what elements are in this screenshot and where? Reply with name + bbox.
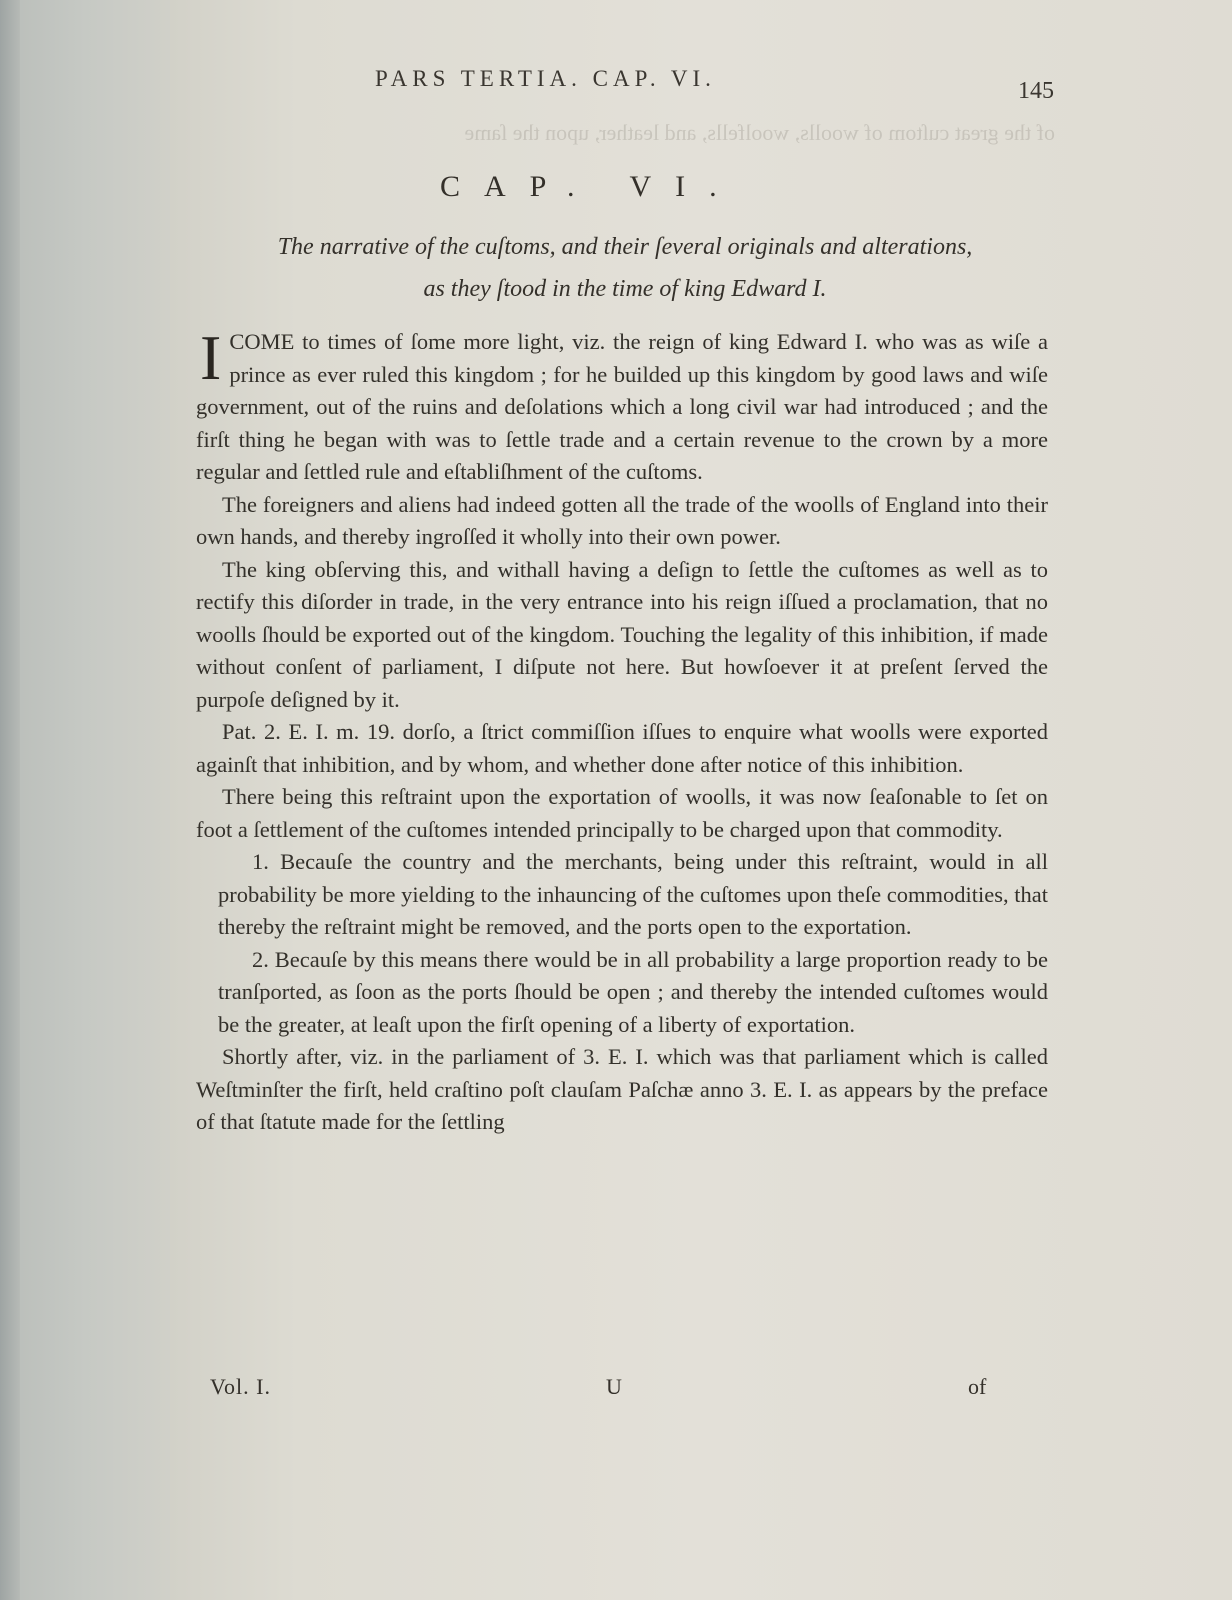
paragraph [196,322,1048,489]
paragraph: Pat. 2. E. I. m. 19. dorſo, a ſtrict commiſſion iſſues to enquire what woolls were exported againſt that inhibition, and by whom, and whether done after notice of this inhibition. [196,719,1048,777]
subtitle-line: The narrative of the cuſtoms, and their ſeveral originals and alterations, [277,234,973,260]
page-number: 145 [1018,78,1054,104]
numbered-paragraph: 2. Becauſe by this means there would be in all probability a large proportion ready to be tranſported, as ſoon as the ports ſhould be open ; and thereby the intended cuſtomes would be the greater, at leaſt upon the firſt opening of a liberty of exportation. [218,946,1048,1037]
paragraph: Shortly after, viz. in the parliament of 3. E. I. which was that parliament which is called Weſtminſter the firſt, held craſtino poſt clauſam Paſchæ anno 3. E. I. as appears by the preface of that ſtatute made for the ſettling [196,1044,1048,1134]
body-text [196,322,1048,1139]
chapter-subtitle [200,226,1050,310]
drop-cap: I [200,322,222,393]
signature-mark: U [606,1374,622,1399]
chapter-title: CAP. VI. [440,170,741,203]
book-gutter [0,0,190,1600]
page-edge [0,0,20,1600]
numbered-paragraph: 1. Becauſe the country and the merchants, being under this reſtraint, would in all probability be more yielding to the inhauncing of the cuſtomes upon theſe commodities, that thereby the reſtraint might be removed, and the ports open to the exportation. [218,849,1048,939]
paragraph: The foreigners and aliens had indeed gotten all the trade of the woolls of England into their own hands, and thereby ingroſſed it wholly into their own power. [196,491,1048,549]
catchword: of [968,1374,987,1399]
paragraph-text: COME to times of ſome more light, viz. the reign of king Edward I. who was as wiſe a prince as ever ruled this kingdom ; for he builded up this kingdom by good laws and wiſe government, out of the ruins and deſolations which a long civil war had introduced ; and the firſt thing he began with was to ſettle trade and a certain revenue to the crown by a more regular and ſettled rule and eſtabliſhment of the cuſtoms. [196,329,1048,484]
show-through-text: of the great cuſtom of woolls, woolfells, and leather, upon the ſame [464,120,1055,145]
paragraph: The king obſerving this, and withall having a deſign to ſettle the cuſtomes as well as to rectify this diſorder in trade, in the very entrance into his reign iſſued a proclamation, that no woolls ſhould be exported out of the kingdom. Touching the legality of this inhibition, if made without conſent of parliament, I diſpute not here. But howſoever it at preſent ſerved the purpoſe deſigned by it. [196,556,1048,712]
running-head: PARS TERTIA. CAP. VI. [375,66,716,91]
volume-signature: Vol. I. [210,1374,271,1399]
subtitle-line: as they ſtood in the time of king Edward I. [423,276,827,302]
paragraph: There being this reſtraint upon the exportation of woolls, it was now ſeaſonable to ſet on foot a ſettlement of the cuſtomes intended principally to be charged upon that commodity. [196,784,1048,842]
